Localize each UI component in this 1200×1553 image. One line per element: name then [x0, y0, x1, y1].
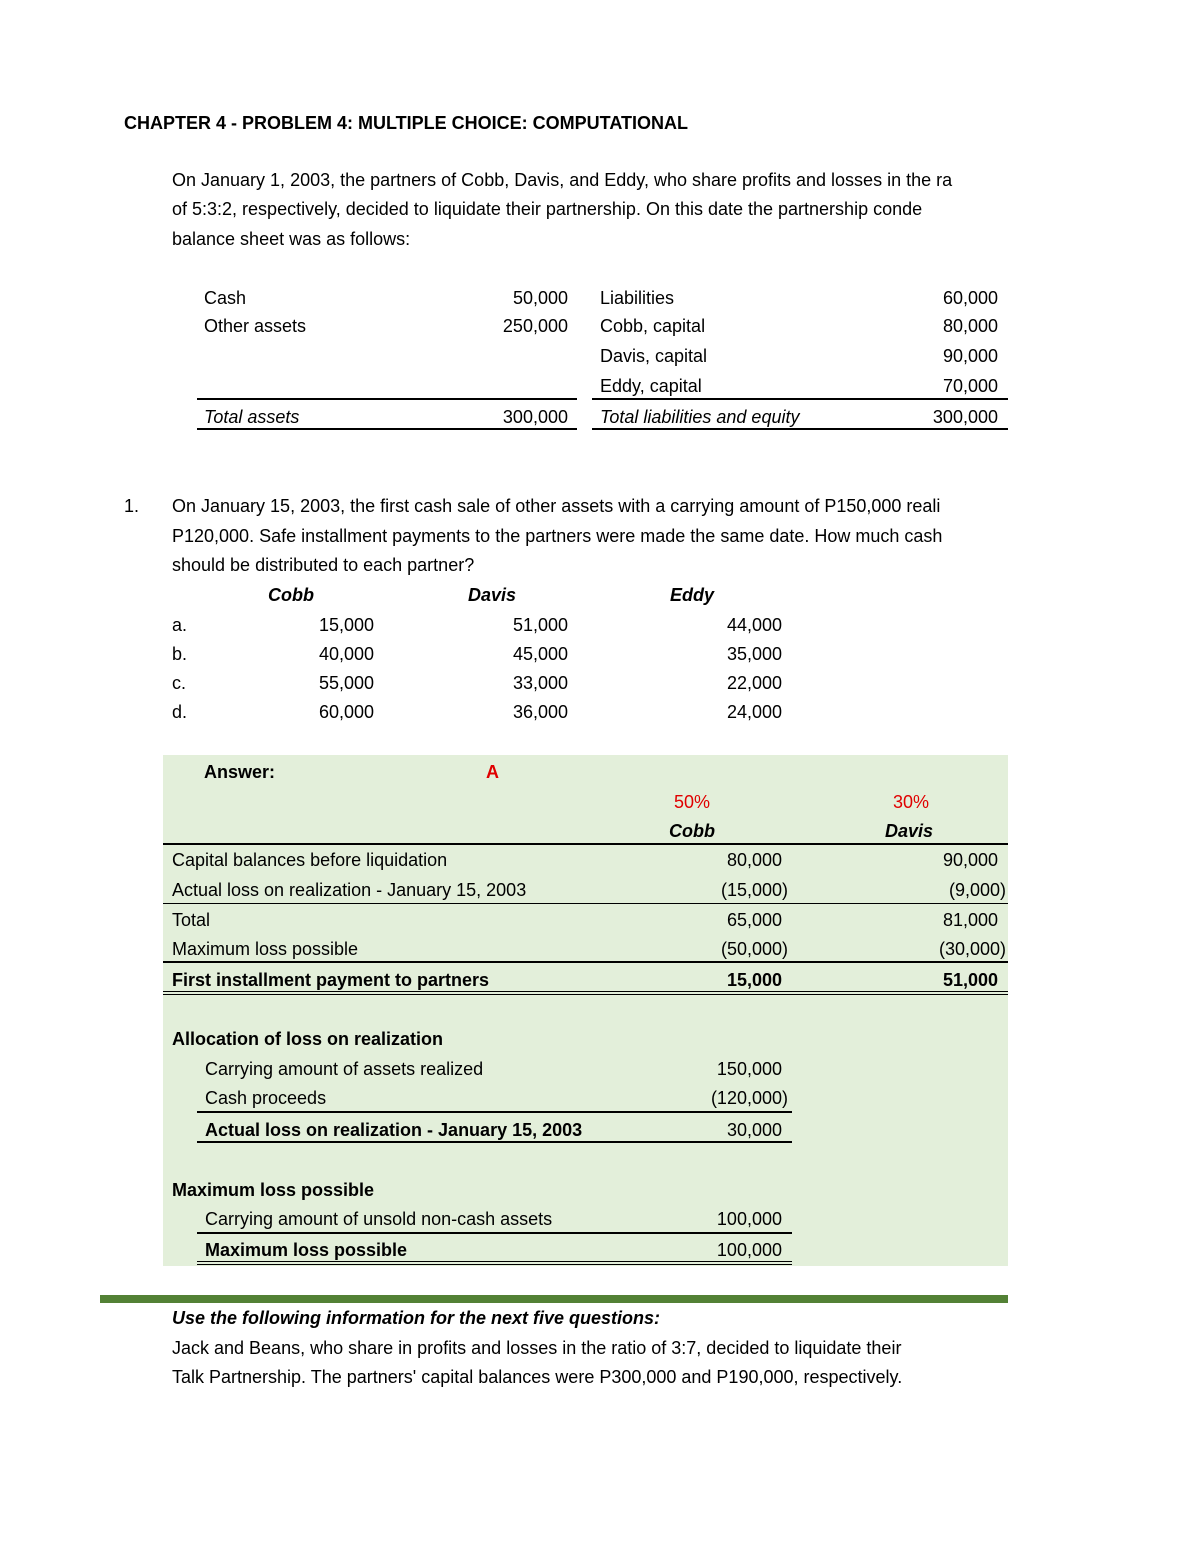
- asset-label: Cash: [204, 288, 247, 308]
- schedule-cobb: (50,000): [720, 939, 788, 959]
- max-loss-total-label: Maximum loss possible: [205, 1240, 408, 1260]
- schedule-total-label: First installment payment to partners: [172, 970, 490, 990]
- liability-label: Liabilities: [600, 288, 675, 308]
- schedule-cobb: (15,000): [720, 880, 788, 900]
- header-davis: Davis: [468, 585, 517, 605]
- choice-letter: c.: [172, 673, 187, 693]
- allocation-label: Cash proceeds: [205, 1088, 327, 1108]
- choice-eddy: 22,000: [726, 673, 782, 693]
- allocation-total-value: 30,000: [726, 1120, 782, 1140]
- choice-eddy: 35,000: [726, 644, 782, 664]
- schedule-label: Capital balances before liquidation: [172, 850, 448, 870]
- liability-value: 60,000: [942, 288, 998, 308]
- choice-cobb: 40,000: [318, 644, 374, 664]
- allocation-total-label: Actual loss on realization - January 15, 2003: [205, 1120, 583, 1140]
- choice-eddy: 24,000: [726, 702, 782, 722]
- schedule-label: Actual loss on realization - January 15, 2003: [172, 880, 527, 900]
- asset-value: 250,000: [502, 316, 568, 336]
- max-loss-title: Maximum loss possible: [172, 1180, 375, 1200]
- rule: [592, 398, 1008, 400]
- intro-line-1: On January 1, 2003, the partners of Cobb, Davis, and Eddy, who share profits and losses in the ra: [172, 170, 953, 190]
- rule: [592, 428, 1008, 430]
- schedule-total-cobb: 15,000: [726, 970, 782, 990]
- rule: [197, 428, 577, 430]
- schedule-cobb: 80,000: [726, 850, 782, 870]
- choice-letter: d.: [172, 702, 188, 722]
- choice-letter: b.: [172, 644, 188, 664]
- rule: [197, 1261, 792, 1262]
- next-info-line-2: Talk Partnership. The partners' capital balances were P300,000 and P190,000, respectively.: [172, 1367, 903, 1387]
- schedule-total-davis: 51,000: [942, 970, 998, 990]
- liability-value: 80,000: [942, 316, 998, 336]
- column-cobb: Cobb: [669, 821, 715, 841]
- max-loss-label: Carrying amount of unsold non-cash assets: [205, 1209, 553, 1229]
- percent-cobb: 50%: [674, 792, 711, 812]
- choice-cobb: 60,000: [318, 702, 374, 722]
- choice-letter: a.: [172, 615, 188, 635]
- rule: [197, 1232, 792, 1234]
- rule: [197, 1141, 792, 1143]
- allocation-label: Carrying amount of assets realized: [205, 1059, 484, 1079]
- total-assets-label: Total assets: [204, 407, 300, 427]
- total-liabilities-value: 300,000: [932, 407, 998, 427]
- rule: [163, 961, 1008, 963]
- liability-value: 90,000: [942, 346, 998, 366]
- liability-label: Cobb, capital: [600, 316, 706, 336]
- question-line-1: On January 15, 2003, the first cash sale of other assets with a carrying amount of P150,000 reali: [172, 496, 941, 516]
- percent-davis: 30%: [893, 792, 930, 812]
- schedule-davis: 90,000: [942, 850, 998, 870]
- asset-value: 50,000: [512, 288, 568, 308]
- intro-line-2: of 5:3:2, respectively, decided to liquidate their partnership. On this date the partnership conde: [172, 199, 923, 219]
- intro-line-3: balance sheet was as follows:: [172, 229, 411, 249]
- answer-letter: A: [486, 762, 499, 782]
- rule: [163, 991, 1008, 992]
- liability-label: Davis, capital: [600, 346, 708, 366]
- question-line-3: should be distributed to each partner?: [172, 555, 475, 575]
- total-assets-value: 300,000: [502, 407, 568, 427]
- max-loss-value: 100,000: [716, 1209, 782, 1229]
- choice-davis: 45,000: [512, 644, 568, 664]
- liability-label: Eddy, capital: [600, 376, 702, 396]
- allocation-value: 150,000: [716, 1059, 782, 1079]
- page-title: CHAPTER 4 - PROBLEM 4: MULTIPLE CHOICE: COMPUTATIONAL: [124, 113, 688, 133]
- rule: [163, 843, 1008, 845]
- header-cobb: Cobb: [268, 585, 314, 605]
- next-info-heading: Use the following information for the next five questions:: [172, 1308, 661, 1328]
- max-loss-total-value: 100,000: [716, 1240, 782, 1260]
- section-divider: [100, 1295, 1008, 1303]
- allocation-value: (120,000): [710, 1088, 788, 1108]
- rule: [197, 398, 577, 400]
- answer-label: Answer:: [204, 762, 276, 782]
- question-number: 1.: [124, 496, 140, 516]
- allocation-title: Allocation of loss on realization: [172, 1029, 444, 1049]
- liability-value: 70,000: [942, 376, 998, 396]
- choice-davis: 51,000: [512, 615, 568, 635]
- rule: [197, 1111, 792, 1113]
- next-info-line-1: Jack and Beans, who share in profits and losses in the ratio of 3:7, decided to liquidate their: [172, 1338, 902, 1358]
- schedule-davis: (30,000): [938, 939, 1006, 959]
- choice-eddy: 44,000: [726, 615, 782, 635]
- header-eddy: Eddy: [670, 585, 715, 605]
- schedule-label: Maximum loss possible: [172, 939, 359, 959]
- schedule-davis: (9,000): [948, 880, 1006, 900]
- choice-davis: 36,000: [512, 702, 568, 722]
- choice-cobb: 15,000: [318, 615, 374, 635]
- schedule-cobb: 65,000: [726, 910, 782, 930]
- question-line-2: P120,000. Safe installment payments to the partners were made the same date. How much cash: [172, 526, 943, 546]
- choice-cobb: 55,000: [318, 673, 374, 693]
- rule: [163, 903, 1008, 904]
- column-davis: Davis: [885, 821, 934, 841]
- choice-davis: 33,000: [512, 673, 568, 693]
- rule: [197, 1264, 792, 1265]
- schedule-label: Total: [172, 910, 211, 930]
- rule: [163, 994, 1008, 995]
- total-liabilities-label: Total liabilities and equity: [600, 407, 800, 427]
- asset-label: Other assets: [204, 316, 307, 336]
- schedule-davis: 81,000: [942, 910, 998, 930]
